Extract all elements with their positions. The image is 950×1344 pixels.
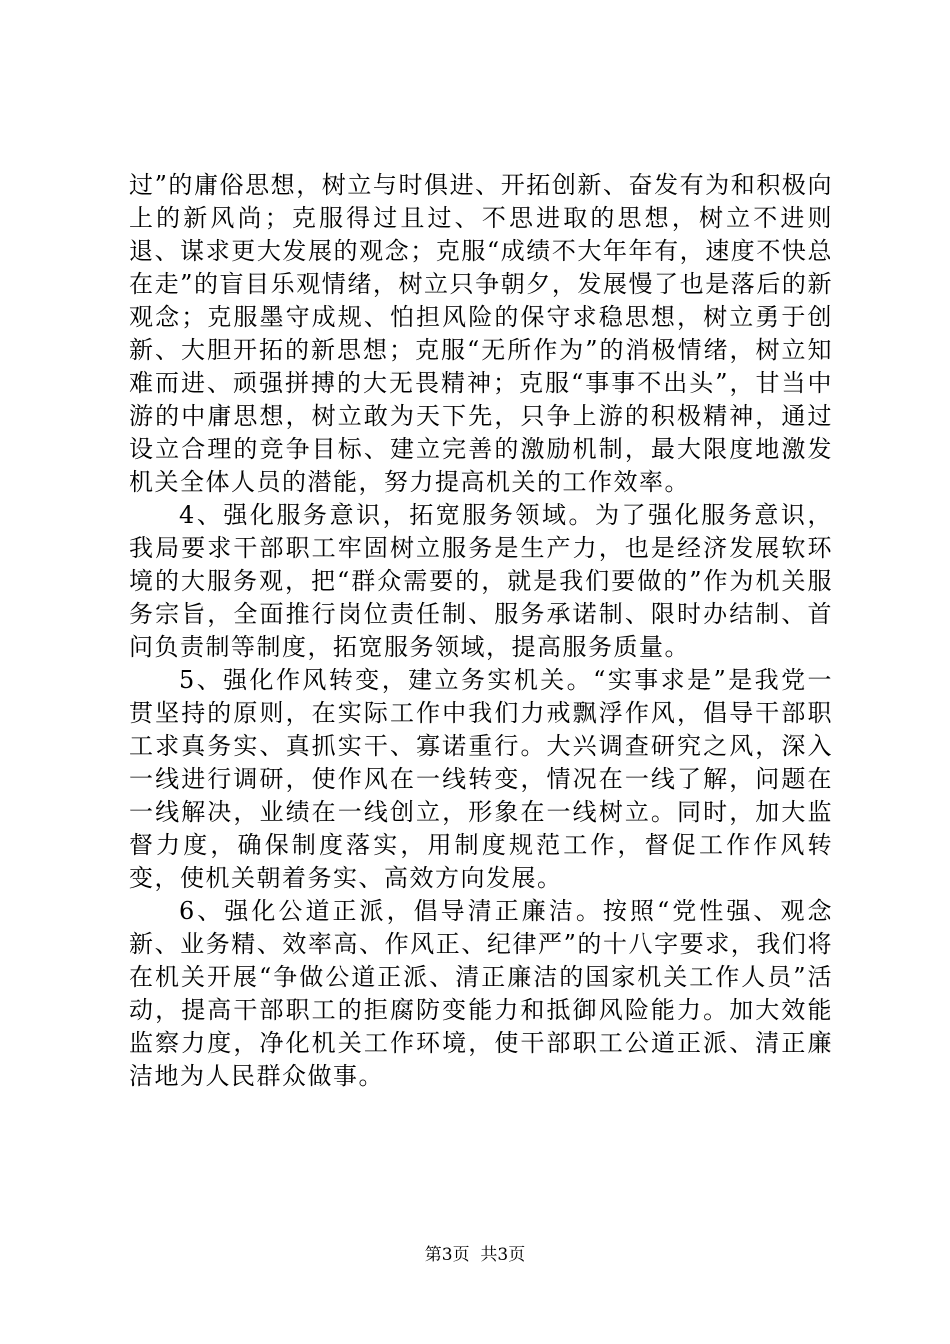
document-body — [129, 169, 833, 1093]
paragraph-integrity: 6、强化公道正派，倡导清正廉洁。按照“党性强、观念新、业务精、效率高、作风正、纪律严”的十八字要求，我们将在机关开展“争做公道正派、清正廉洁的国家机关工作人员”活动，提高干部职工的拒腐防变能力和抵御风险能力。加大效能监察力度，净化机关工作环境，使干部职工公道正派、清正廉洁地为人民群众做事。 — [129, 897, 833, 1090]
paragraph-service-awareness: 4、强化服务意识，拓宽服务领域。为了强化服务意识，我局要求干部职工牢固树立服务是生产力，也是经济发展软环境的大服务观，把“群众需要的，就是我们要做的”作为机关服务宗旨，全面推行岗位责任制、服务承诺制、限时办结制、首问负责制等制度，拓宽服务领域，提高服务质量。 — [129, 501, 833, 661]
paragraph-work-style: 5、强化作风转变，建立务实机关。“实事求是”是我党一贯坚持的原则，在实际工作中我们力戒飘浮作风，倡导干部职工求真务实、真抓实干、寡诺重行。大兴调查研究之风，深入一线进行调研，使作风在一线转变，情况在一线了解，问题在一线解决，业绩在一线创立，形象在一线树立。同时，加大监督力度，确保制度落实，用制度规范工作，督促工作作风转变，使机关朝着务实、高效方向发展。 — [129, 666, 833, 892]
page-number-footer: 第3页 共3页 — [424, 1245, 526, 1265]
paragraph-continuation: 过”的庸俗思想，树立与时俱进、开拓创新、奋发有为和积极向上的新风尚；克服得过且过、不思进取的思想，树立不进则退、谋求更大发展的观念；克服“成绩不大年年有，速度不快总在走”的盲目乐观情绪，树立只争朝夕，发展慢了也是落后的新观念；克服墨守成规、怕担风险的保守求稳思想，树立勇于创新、大胆开拓的新思想；克服“无所作为”的消极情绪，树立知难而进、顽强拼搏的大无畏精神；克服“事事不出头”，甘当中游的中庸思想，树立敢为天下先，只争上游的积极精神，通过设立合理的竞争目标、建立完善的激励机制，最大限度地激发机关全体人员的潜能，努力提高机关的工作效率。 — [129, 171, 833, 496]
